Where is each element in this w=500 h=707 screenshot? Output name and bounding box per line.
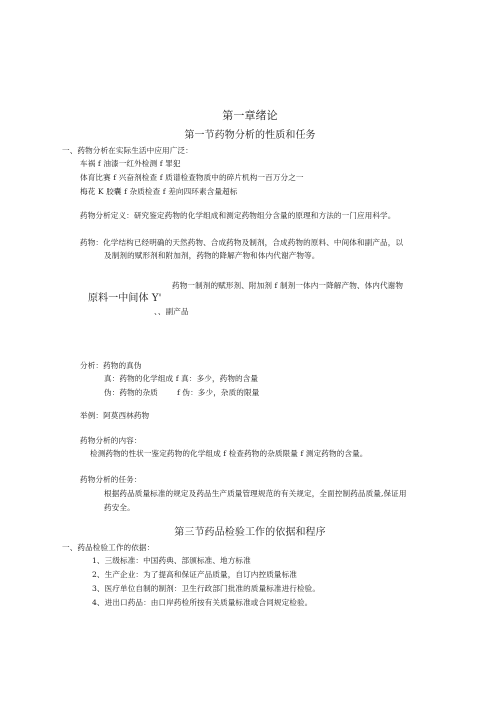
section-3-title: 第三节药品检验工作的依据和程序 xyxy=(174,527,326,538)
list-item: 梅花 K 胶囊 f 杂质检查 f 差向四环素含量超标 xyxy=(80,187,238,196)
analysis-false-line-b: f 伪：多少，杂质的限量 xyxy=(177,388,260,397)
list-item: 体育比赛 f 兴奋剂检查 f 质谱检查物质中的碎片机构一百万分之一 xyxy=(80,173,304,182)
analysis-heading: 分析：药物的真伪 xyxy=(80,361,142,370)
chapter-title: 第一章绪论 xyxy=(222,109,278,122)
analysis-false-line-a: 伪：药物的杂质 xyxy=(104,388,158,397)
list-item: 车祸 f 油漆一红外检测 f 罪犯 xyxy=(80,159,181,168)
list-item: 4、进出口药品：由口岸药检所按有关质量标准或合同规定检验。 xyxy=(92,598,313,607)
point-1-heading: 一、药品检验工作的依据： xyxy=(62,543,155,552)
flow-line-1: 药物一制剂的赋形剂、附加剂 f 制剂一体内一降解产物、体内代谢物 xyxy=(172,281,404,290)
content-heading: 药物分析的内容： xyxy=(80,436,142,445)
task-line-1: 根据药品质量标准的规定及药品生产质量管理规范的有关规定，全面控制药品质量,保证用 xyxy=(104,489,407,498)
list-item: 3、医疗单位自制的制剂：卫生行政部门批准的质量标准进行检验。 xyxy=(92,584,321,593)
flow-line-2: 原料一中间体 Y' xyxy=(88,293,162,304)
list-item: 2、生产企业：为了提高和保证产品质量，自订内控质量标准 xyxy=(92,570,297,579)
task-heading: 药物分析的任务： xyxy=(80,475,142,484)
task-line-2: 药安全。 xyxy=(104,503,135,512)
content-text: 检测药物的性状一鉴定药物的化学组成 f 检查药物的杂质限量 f 测定药物的含量。 xyxy=(90,449,368,458)
list-item: 1、三级标准：中国药典、部颁标准、地方标准 xyxy=(92,556,251,565)
section-1-title: 第一节药物分析的性质和任务 xyxy=(184,130,316,141)
drug-paragraph-line-1: 药物：化学结构已经明确的天然药物、合成药物及制剂，合成药物的原料、中间体和副产品，以 xyxy=(80,238,404,247)
flow-line-3: 、、副产品 xyxy=(154,307,189,316)
analysis-true-line: 真：药物的化学组成 f 真：多少，药物的含量 xyxy=(104,374,259,383)
example-line: 举例：阿莫西林药物 xyxy=(80,411,150,420)
point-1-heading: 一、药物分析在实际生活中应用广泛： xyxy=(62,146,193,155)
definition-paragraph: 药物分析定义：研究鉴定药物的化学组成和测定药物组分含量的原理和方法的一门应用科学。 xyxy=(80,211,396,220)
drug-paragraph-line-2: 及制剂的赋形剂和附加剂，药物的降解产物和体内代谢产物等。 xyxy=(104,251,320,260)
